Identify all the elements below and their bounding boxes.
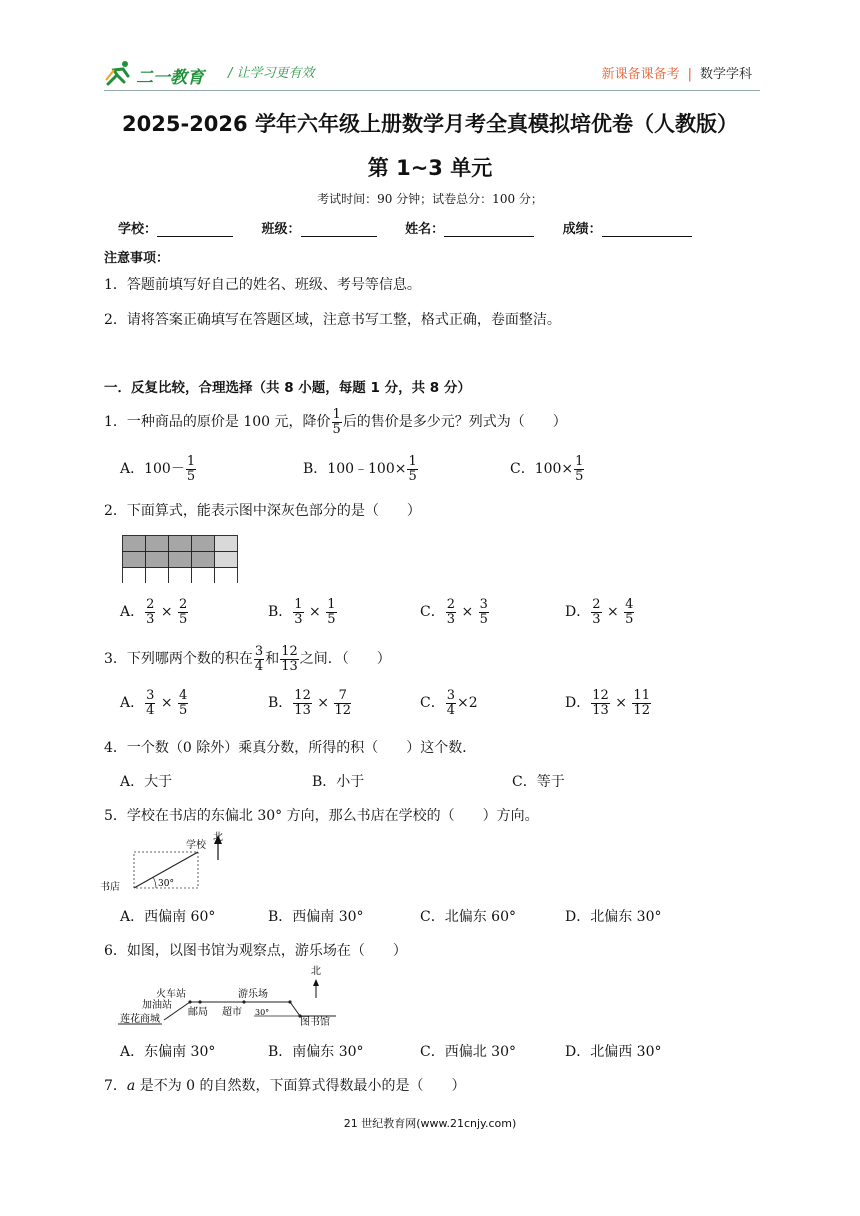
q1-option-a[interactable]: A．100－ $\frac{1}{5}$ xyxy=(120,454,196,484)
q5-option-d[interactable]: D．北偏东 30° xyxy=(565,909,662,925)
notice-item: 2．请将答案正确填写在答题区域，注意书写工整，格式正确，卷面整洁。 xyxy=(104,312,561,328)
notice-heading: 注意事项： xyxy=(104,251,170,266)
question-6: 6．如图，以图书馆为观察点，游乐场在（ ） xyxy=(104,943,407,959)
q3-option-d[interactable]: D． $\frac{12}{13}$ × $\frac{11}{12}$ xyxy=(565,688,650,718)
exam-info: 考试时间：90 分钟；试卷总分：100 分； xyxy=(317,192,543,206)
q6-label-market: 超市 xyxy=(222,1007,242,1018)
student-fields xyxy=(118,218,692,237)
question-2: 2．下面算式，能表示图中深灰色部分的是（ ） xyxy=(104,503,421,519)
field-score-label: 成绩： xyxy=(562,222,602,237)
q4-option-a[interactable]: A．大于 xyxy=(120,774,173,790)
q5-direction-figure xyxy=(100,830,240,894)
q2-option-c[interactable]: C． $\frac{2}{3}$ × $\frac{3}{5}$ xyxy=(420,597,488,627)
q6-label-angle: 30° xyxy=(255,1008,270,1017)
q6-map-figure xyxy=(104,964,344,1028)
q6-label-north: 北 xyxy=(311,966,321,977)
q4-option-c[interactable]: C．等于 xyxy=(512,774,565,790)
header-tag: 新课备课备考 xyxy=(601,67,680,82)
q3-option-c[interactable]: C． $\frac{3}{4}$ ×2 xyxy=(420,688,478,718)
q5-option-a[interactable]: A．西偏南 60° xyxy=(120,909,216,925)
header-right xyxy=(602,63,752,82)
page-title: 2025-2026 学年六年级上册数学月考全真模拟培优卷（人教版） xyxy=(122,112,738,136)
question-7: 7．a 是不为 0 的自然数，下面算式得数最小的是（ ） xyxy=(104,1078,466,1094)
question-5: 5．学校在书店的东偏北 30° 方向，那么书店在学校的（ ）方向。 xyxy=(104,808,539,824)
q2-grid-cell xyxy=(146,552,169,568)
q2-grid-cell xyxy=(169,536,192,552)
q6-label-park: 游乐场 xyxy=(238,989,268,1000)
q1-stem-pre: 1．一种商品的原价是 100 元，降价 xyxy=(104,414,331,431)
q2-grid-cell xyxy=(146,568,169,584)
q6-label-gas: 加油站 xyxy=(142,1000,172,1011)
q2-grid-cell xyxy=(215,552,238,568)
q4-option-b[interactable]: B．小于 xyxy=(312,774,365,790)
q2-grid-cell xyxy=(123,568,146,584)
q1-option-b[interactable]: B．100﹣100× $\frac{1}{5}$ xyxy=(303,454,417,484)
q2-option-d[interactable]: D． $\frac{2}{3}$ × $\frac{4}{5}$ xyxy=(565,597,634,627)
field-school-blank[interactable] xyxy=(157,222,233,237)
q6-label-mall: 莲花商城 xyxy=(120,1014,160,1025)
runner-logo-icon xyxy=(104,60,134,86)
q5-option-c[interactable]: C．北偏东 60° xyxy=(420,909,516,925)
q2-option-b[interactable]: B． $\frac{1}{3}$ × $\frac{1}{5}$ xyxy=(268,597,336,627)
q2-grid-cell xyxy=(192,568,215,584)
q6-option-b[interactable]: B．南偏东 30° xyxy=(268,1044,364,1060)
q2-grid-cell xyxy=(123,536,146,552)
q6-label-post: 邮局 xyxy=(188,1007,208,1018)
header-subject: 数学学科 xyxy=(699,67,752,82)
field-class-label: 班级： xyxy=(261,222,301,237)
q1-option-c[interactable]: C．100× $\frac{1}{5}$ xyxy=(510,454,584,484)
q3-option-b[interactable]: B． $\frac{12}{13}$ × $\frac{7}{12}$ xyxy=(268,688,352,718)
q6-label-library: 图书馆 xyxy=(300,1017,330,1028)
q2-grid-cell xyxy=(123,552,146,568)
q6-option-a[interactable]: A．东偏南 30° xyxy=(120,1044,216,1060)
slogan: / 让学习更有效 xyxy=(228,66,315,81)
q2-grid-cell xyxy=(169,568,192,584)
field-score-blank[interactable] xyxy=(602,222,692,237)
q5-label-angle: 30° xyxy=(158,879,174,889)
q6-option-d[interactable]: D．北偏西 30° xyxy=(565,1044,662,1060)
footer: 21 世纪教育网(www.21cnjy.com) xyxy=(343,1117,517,1130)
notice-item: 1．答题前填写好自己的姓名、班级、考号等信息。 xyxy=(104,277,421,293)
header-separator: | xyxy=(687,67,692,82)
q3-option-a[interactable]: A． $\frac{3}{4}$ × $\frac{4}{5}$ xyxy=(120,688,188,718)
q5-label-north: 北 xyxy=(213,832,223,843)
question-4: 4．一个数（0 除外）乘真分数，所得的积（ ）这个数． xyxy=(104,740,477,756)
q1-stem-post: 后的售价是多少元？列式为（ ） xyxy=(342,414,567,431)
field-name-label: 姓名： xyxy=(405,222,445,237)
question-1 xyxy=(104,408,567,436)
q2-option-a[interactable]: A． $\frac{2}{3}$ × $\frac{2}{5}$ xyxy=(120,597,188,627)
q2-grid-cell xyxy=(192,536,215,552)
q5-label-school: 学校 xyxy=(186,840,206,851)
q2-grid-cell xyxy=(215,568,238,584)
q2-grid-figure xyxy=(122,535,240,583)
logo xyxy=(104,60,244,88)
field-class-blank[interactable] xyxy=(301,222,377,237)
q2-grid-cell xyxy=(215,536,238,552)
q2-grid-cell xyxy=(146,536,169,552)
q6-option-c[interactable]: C．西偏北 30° xyxy=(420,1044,516,1060)
field-school-label: 学校： xyxy=(118,222,158,237)
q1-fraction: $\frac{1}{5}$ xyxy=(332,407,341,437)
q6-label-train: 火车站 xyxy=(156,989,186,1000)
header-divider xyxy=(104,90,760,91)
logo-text: 二一教育 xyxy=(136,68,204,88)
q7-variable: a xyxy=(126,1078,136,1094)
page-subtitle: 第 1~3 单元 xyxy=(367,156,493,180)
section-heading: 一．反复比较，合理选择（共 8 小题，每题 1 分，共 8 分） xyxy=(104,380,471,396)
q2-grid-cell xyxy=(192,552,215,568)
q5-option-b[interactable]: B．西偏南 30° xyxy=(268,909,364,925)
q5-label-store: 书店 xyxy=(100,882,120,893)
q2-grid-cell xyxy=(169,552,192,568)
field-name-blank[interactable] xyxy=(444,222,534,237)
question-3: 3．下列哪两个数的积在 $\frac{3}{4}$ 和 $\frac{12}{13}$ 之间．（ ） xyxy=(104,644,391,674)
